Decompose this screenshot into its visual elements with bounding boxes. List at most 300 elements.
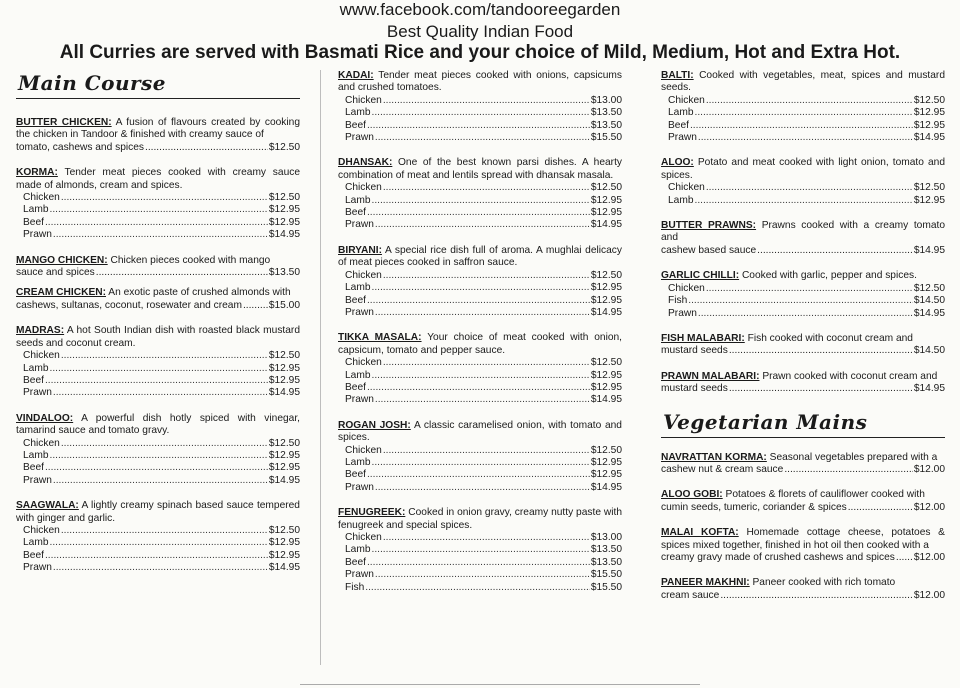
dot-leader [375,482,590,494]
dot-leader [61,525,268,537]
price-option-label: Lamb [345,282,371,294]
menu-item-name: ALOO: [661,157,694,169]
menu-item-price-line [661,464,945,476]
price-option-label: Beef [23,374,44,386]
menu-item-desc-tail: cashew nut & cream sauce [661,463,784,475]
price-option-value: $12.95 [590,456,622,468]
price-row [16,375,300,387]
menu-item-price: $12.00 [913,551,945,563]
price-option-value: $12.50 [590,269,622,281]
menu-item-desc-tail: mustard seeds [661,345,728,357]
price-option-value: $13.00 [590,532,622,543]
menu-item-desc-text: Tender meat pieces cooked with onions, capsicums and crushed tomatoes. [338,70,622,94]
menu-item-description [338,157,622,182]
price-option-value: $15.50 [590,581,622,593]
price-option-label: Prawn [345,132,374,144]
main-course-title: Main Course [18,71,167,95]
menu-item-description [661,70,945,95]
tagline: Best Quality Indian Food [386,22,574,41]
price-row [661,195,945,207]
menu-item-name: GARLIC CHILLI: [661,270,740,282]
price-option-label: Chicken [668,182,705,194]
dot-leader [49,204,267,216]
price-option-value: $14.95 [913,132,945,144]
menu-item [661,270,945,320]
price-option-label: Lamb [23,204,49,216]
menu-item-desc-text: One of the best known parsi dishes. A hearty combination of meat and lentils spread with dhansak masala. [338,157,622,181]
price-row [338,544,622,556]
price-option-label: Lamb [345,369,371,381]
menu-item [16,325,300,399]
price-row [16,550,300,562]
menu-item-desc-text: Potatoes & florets of cauliflower cooked with [725,489,925,501]
dot-leader [367,120,590,132]
menu-item-description [661,270,945,282]
price-option-value: $12.50 [590,182,622,194]
price-option-value: $14.50 [913,295,945,307]
price-option-label: Lamb [23,362,49,374]
price-row [16,475,300,487]
price-option-label: Chicken [345,182,382,194]
menu-item-price: $14.95 [913,244,945,256]
price-row [661,308,945,320]
column-middle [338,70,622,607]
price-option-value: $12.95 [268,374,300,386]
dot-leader [45,462,268,474]
right-dish-list [661,70,945,396]
price-row [338,582,622,594]
menu-item-desc-text: A lightly creamy spinach based sauce tempered with ginger and garlic. [16,500,300,524]
menu-item-desc-text: Your choice of meat cooked with onion, capsicum, tomato and pepper sauce. [338,332,622,356]
menu-item [338,332,622,406]
menu-item-desc-text: A powerful dish hotly spiced with vinegar, tamarind sauce and tomato gravy. [16,412,300,437]
dot-leader [371,282,589,294]
dot-leader [694,195,912,207]
price-option-value: $12.95 [590,294,622,306]
menu-item [661,489,945,514]
menu-item-desc-text: Cooked with garlic, pepper and spices. [741,270,917,282]
price-row [338,107,622,119]
menu-item-name: PRAWN MALABARI: [661,370,760,382]
price-option-value: $13.50 [590,107,622,119]
price-option-value: $12.95 [590,469,622,481]
menu-item-desc-text: Chicken pieces cooked with mango [110,254,271,266]
price-option-value: $12.50 [268,350,300,362]
vegetarian-mains-title: Vegetarian Mains [663,409,868,434]
price-option-value: $12.95 [913,107,945,119]
dot-leader [371,195,589,207]
menu-item-desc-text: Fish cooked with coconut cream and [747,332,913,344]
price-option-label: Lamb [668,107,694,119]
facebook-url: www.facebook.com/tandooreegarden [339,0,621,19]
menu-item-price: $12.00 [913,589,945,601]
price-option-value: $12.95 [913,194,945,206]
menu-item-price-line [661,590,945,602]
price-option-label: Chicken [23,524,60,536]
menu-item [338,157,622,231]
menu-item-description [16,413,300,438]
price-option-value: $12.50 [268,192,300,204]
price-row [661,120,945,132]
dot-leader [243,300,268,312]
dot-leader [383,95,590,107]
price-option-value: $14.95 [590,481,622,493]
menu-item-description [16,500,300,525]
menu-item-name: KORMA: [16,167,58,179]
menu-item-price-line [16,300,300,312]
dot-leader [784,464,913,476]
price-option-label: Chicken [345,357,382,369]
price-row [338,120,622,132]
menu-item-name: ALOO GOBI: [661,489,723,501]
price-row [16,350,300,362]
price-row [338,219,622,231]
price-row [16,525,300,537]
dot-leader [49,537,267,549]
price-row [661,107,945,119]
menu-item-name: ROGAN JOSH: [338,419,411,431]
price-row [16,363,300,375]
price-option-label: Prawn [345,306,374,318]
menu-item-name: PANEER MAKHNI: [661,577,750,589]
menu-item-desc-text: Potato and meat cooked with light onion, tomato and spices. [661,157,945,181]
price-row [338,207,622,219]
menu-item-desc-tail: sauce and spices [16,267,95,279]
middle-dish-list [338,70,622,594]
dot-leader [896,552,913,564]
price-option-label: Prawn [345,219,374,231]
price-option-label: Fish [345,581,365,593]
price-option-label: Chicken [668,282,705,294]
dot-leader [61,350,268,362]
price-option-label: Prawn [23,387,52,399]
dot-leader [706,283,913,295]
price-option-label: Lamb [345,456,371,468]
dot-leader [729,383,913,395]
menu-item-name: KADAI: [338,70,374,81]
price-option-label: Chicken [668,94,705,106]
menu-item-desc-tail: cashew based sauce [661,244,757,256]
price-option-label: Chicken [23,437,60,449]
menu-item-price: $12.00 [913,501,945,513]
price-row [661,182,945,194]
menu-item [16,413,300,487]
dot-leader [375,132,590,144]
dot-leader [698,132,913,144]
dot-leader [367,207,590,219]
price-option-label: Prawn [668,307,697,319]
price-row [338,532,622,544]
menu-item-description [661,157,945,182]
dot-leader [45,217,268,229]
dot-leader [49,363,267,375]
price-row [338,132,622,144]
menu-item-price-line [661,552,945,564]
price-option-value: $12.50 [913,94,945,106]
menu-item [16,117,300,154]
dot-leader [61,192,268,204]
menu-item-description [661,452,945,464]
dot-leader [375,569,590,581]
menu-item-desc-text: Tender meat pieces cooked with creamy sauce made of almonds, cream and spices. [16,167,300,191]
menu-item-description [338,507,622,532]
menu-item-name: CREAM CHICKEN: [16,287,106,299]
price-option-value: $12.50 [913,182,945,194]
price-option-value: $12.95 [268,449,300,461]
price-option-value: $12.95 [590,207,622,219]
dot-leader [383,357,590,369]
menu-item [661,527,945,564]
price-row [16,387,300,399]
price-row [661,132,945,144]
menu-item-price: $12.00 [913,463,945,475]
dot-leader [383,182,590,194]
menu-item-name: BALTI: [661,70,694,81]
column-divider [320,70,321,665]
dot-leader [53,229,268,241]
price-option-label: Beef [345,207,366,219]
menu-item-name: VINDALOO: [16,412,74,424]
dot-leader [375,394,590,406]
price-option-value: $12.50 [268,524,300,536]
dot-leader [53,562,268,574]
dot-leader [371,457,589,469]
price-row [338,382,622,394]
dot-leader [45,550,268,562]
price-option-label: Prawn [668,132,697,144]
dot-leader [729,345,913,357]
price-option-value: $14.95 [590,394,622,406]
menu-item-name: BUTTER CHICKEN: [16,117,112,128]
price-option-label: Lamb [668,194,694,206]
price-option-value: $14.95 [913,307,945,319]
price-row [338,195,622,207]
dot-leader [371,544,589,556]
dot-leader [375,307,590,319]
menu-item-price: $12.50 [268,141,300,153]
price-option-label: Prawn [345,569,374,581]
column-main-course [16,70,300,588]
dot-leader [375,219,590,231]
menu-item-name: BIRYANI: [338,244,382,256]
menu-item-desc-text: Prawns cooked with a creamy tomato and [661,220,945,244]
price-option-value: $12.50 [913,282,945,294]
price-option-label: Prawn [345,394,374,406]
menu-item [338,507,622,594]
menu-item-desc-tail: tomato, cashews and spices [16,141,144,153]
bottom-rule [300,684,700,685]
menu-item-desc-text: An exotic paste of crushed almonds with [108,287,291,299]
menu-item-name: FISH MALABARI: [661,332,745,344]
menu-item-name: TIKKA MASALA: [338,332,422,344]
price-row [16,192,300,204]
price-option-label: Lamb [23,537,49,549]
price-option-label: Beef [345,469,366,481]
price-row [338,182,622,194]
menu-item-description [16,287,300,299]
section-rule [661,437,945,438]
price-option-label: Beef [345,119,366,131]
menu-item-description [661,527,945,552]
price-option-label: Lamb [345,544,371,556]
price-row [16,462,300,474]
price-row [338,394,622,406]
menu-item-desc-tail: cashews, sultanas, coconut, rosewater and cream [16,299,242,311]
dot-leader [367,295,590,307]
dot-leader [688,295,913,307]
menu-item-description [661,371,945,383]
menu-item [661,333,945,358]
price-option-label: Lamb [345,194,371,206]
dot-leader [49,450,267,462]
dot-leader [371,370,589,382]
price-option-value: $12.95 [268,362,300,374]
price-option-label: Beef [23,216,44,228]
price-row [16,229,300,241]
menu-item-price: $14.95 [913,383,945,395]
price-row [16,450,300,462]
menu-item-name: NAVRATTAN KORMA: [661,451,767,463]
price-option-value: $12.95 [268,462,300,474]
dot-leader [96,267,268,279]
menu-item [16,167,300,241]
menu-item-description [661,333,945,345]
dot-leader [61,438,268,450]
menu-item-description [338,245,622,270]
price-row [661,295,945,307]
dot-leader [53,475,268,487]
menu-item-desc-tail: cream sauce [661,589,720,601]
menu-item-price-line [661,345,945,357]
dot-leader [145,142,268,154]
menu-item-desc-text: A fusion of flavours created by cooking the chicken in Tandoor & finished with creamy sauce of [16,117,300,141]
price-option-label: Chicken [345,269,382,281]
price-option-label: Lamb [345,107,371,119]
menu-item-description [16,325,300,350]
curry-note: All Curries are served with Basmati Rice and your choice of Mild, Medium, Hot and Extra Hot. [59,42,901,63]
price-option-label: Prawn [23,562,52,574]
dot-leader [698,308,913,320]
price-option-label: Chicken [345,444,382,456]
price-option-value: $14.95 [268,229,300,241]
price-option-value: $12.95 [268,216,300,228]
price-option-value: $12.95 [590,381,622,393]
price-option-value: $15.50 [590,132,622,144]
section-rule [16,98,300,99]
menu-item-name: SAAGWALA: [16,500,79,512]
price-row [338,295,622,307]
price-option-value: $12.95 [268,537,300,549]
menu-item-price-line [661,383,945,395]
menu-item-desc-tail: mustard seeds [661,383,728,395]
price-option-label: Fish [668,295,688,307]
price-option-value: $14.95 [268,562,300,574]
price-option-value: $15.50 [590,569,622,581]
menu-item [338,70,622,144]
menu-item-desc-text: Seasonal vegetables prepared with a [769,451,938,463]
price-option-value: $12.50 [590,357,622,369]
menu-item-desc-tail: creamy gravy made of crushed cashews and spices [661,551,895,563]
price-option-label: Beef [668,119,689,131]
price-option-label: Lamb [23,449,49,461]
main-course-list [16,117,300,575]
menu-item-description [338,332,622,357]
menu-item [661,577,945,602]
menu-item-desc-text: Cooked in onion gravy, creamy nutty paste with fenugreek and special spices. [338,507,622,531]
price-row [338,457,622,469]
price-row [338,282,622,294]
menu-item [661,452,945,477]
price-row [16,438,300,450]
dot-leader [45,375,268,387]
menu-item-desc-text: A hot South Indian dish with roasted black mustard seeds and coconut cream. [16,325,300,349]
price-option-label: Beef [23,549,44,561]
price-option-value: $12.95 [268,549,300,561]
menu-item [661,70,945,144]
menu-item [661,371,945,396]
price-row [338,270,622,282]
price-row [338,370,622,382]
price-option-value: $13.50 [590,119,622,131]
menu-item-description [338,420,622,445]
menu-item-desc-text: Paneer cooked with rich tomato [752,577,896,589]
menu-item [338,420,622,494]
price-option-label: Beef [23,462,44,474]
menu-item-desc-text: A special rice dish full of aroma. A mughlai delicacy of meat pieces cooked in saffron sauce. [338,244,622,269]
price-option-value: $14.95 [590,219,622,231]
menu-item-name: BUTTER PRAWNS: [661,220,757,232]
price-option-value: $12.95 [590,369,622,381]
price-option-value: $12.95 [268,204,300,216]
menu-item-description [16,255,300,267]
price-option-value: $14.95 [590,306,622,318]
price-option-label: Beef [345,556,366,568]
price-option-label: Chicken [345,94,382,106]
price-option-value: $13.00 [590,94,622,106]
price-row [338,95,622,107]
dot-leader [720,590,913,602]
dot-leader [706,182,913,194]
menu-item-price: $15.00 [268,299,300,311]
price-option-label: Beef [345,381,366,393]
menu-item-description [16,167,300,192]
column-right [661,70,945,615]
price-option-value: $14.95 [268,474,300,486]
menu-item-desc-text: Homemade cottage cheese, potatoes & spices mixed together, finished in hot oil then cooked with a [661,527,945,551]
dot-leader [365,582,590,594]
menu-item-description [16,117,300,142]
menu-item [661,157,945,207]
dot-leader [690,120,913,132]
price-row [661,283,945,295]
price-row [16,217,300,229]
price-option-label: Chicken [23,350,60,362]
vegetarian-list [661,452,945,603]
price-row [338,482,622,494]
price-option-value: $12.95 [913,119,945,131]
price-row [338,307,622,319]
price-row [338,569,622,581]
menu-item-price-line [16,142,300,154]
price-option-value: $12.95 [590,194,622,206]
price-option-value: $13.50 [590,544,622,556]
price-option-value: $12.95 [590,282,622,294]
menu-item-description [661,489,945,501]
price-row [338,469,622,481]
price-option-value: $12.50 [590,444,622,456]
price-option-label: Chicken [345,532,382,543]
menu-item-description [661,220,945,245]
